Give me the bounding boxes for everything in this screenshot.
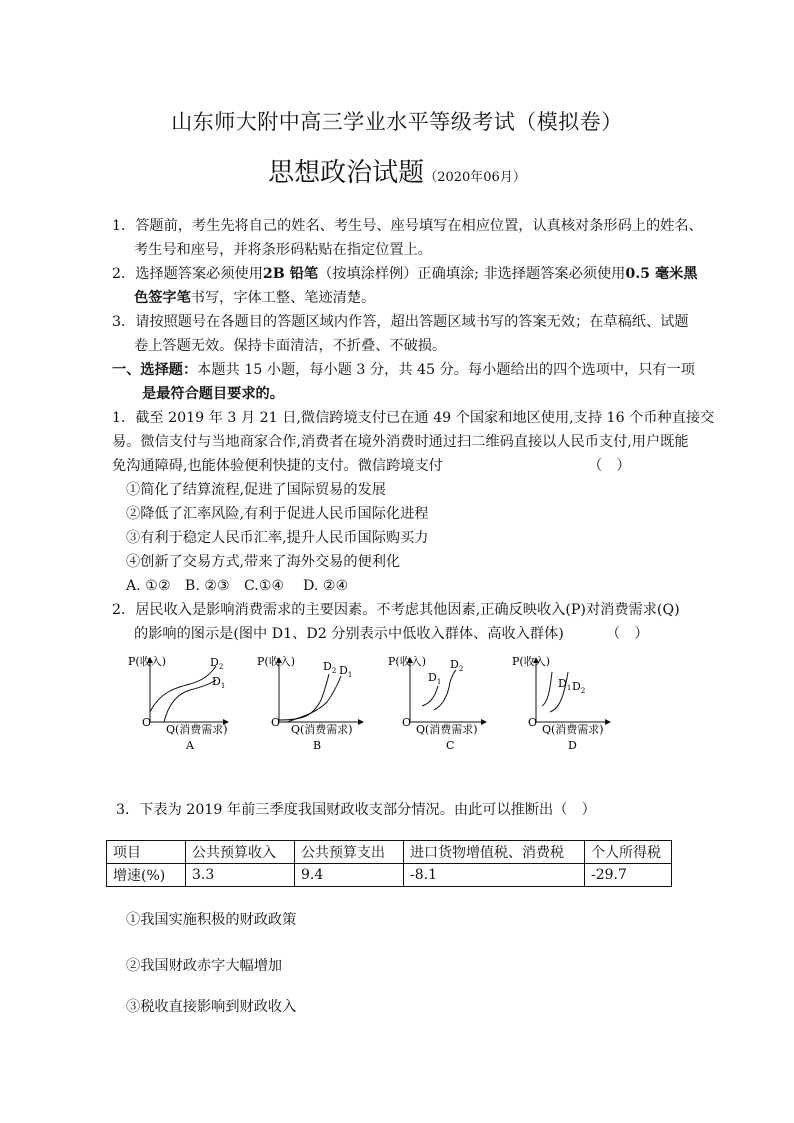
- graph-caption: B: [313, 739, 322, 752]
- table-row: [107, 864, 672, 887]
- q1-stem-line-3: 免沟通障碍,也能体验便利快捷的支付。微信跨境支付: [112, 458, 443, 474]
- q1-choices: A. ①② B. ②③ C.①④ D. ②④: [126, 578, 349, 594]
- graph-b: [257, 654, 363, 752]
- instruction-text: （按填涂样例）正确填涂; 非选择题答案必须使用: [318, 266, 626, 282]
- instruction-number: 3．: [112, 314, 136, 330]
- table-cell: -29.7: [585, 864, 672, 887]
- table-header-row: [107, 841, 672, 864]
- instruction-number: 2．: [112, 266, 136, 282]
- d1-label: $D_1$: [212, 675, 226, 690]
- section-heading: [112, 358, 695, 382]
- instruction-text: 答题前，考生先将自己的姓名、考生号、座号填写在相应位置，认真核对条形码上的姓名、: [135, 218, 703, 234]
- q1-stem-line-1: 1．截至 2019 年 3 月 21 日,微信跨境支付已在通 49 个国家和地区使用,支持 16 个币种直接交: [112, 410, 715, 426]
- x-axis-label: Q(消费需求): [291, 723, 353, 736]
- instruction-text: 书写，字体工整、笔迹清楚。: [190, 290, 376, 306]
- instruction-2-cont: [134, 286, 375, 310]
- y-axis-label: P(收入): [257, 655, 295, 668]
- q1-option-2: ②降低了汇率风险,有利于促进人民币国际化进程: [126, 506, 429, 522]
- table-header-cell: 个人所得税: [585, 841, 672, 864]
- d2-label: $D_2$: [210, 656, 224, 671]
- table-cell: 9.4: [295, 864, 404, 887]
- origin-label: O: [402, 716, 412, 729]
- y-axis-label: P(收入): [388, 655, 426, 668]
- d1-label: $D_1$: [428, 671, 442, 686]
- curve-d1: [422, 686, 438, 706]
- origin-label: O: [528, 716, 538, 729]
- section-heading-cont: 是最符合题目要求的。: [142, 386, 284, 402]
- emphasis-text: 0.5 毫米黑: [625, 266, 698, 282]
- instruction-1: [112, 214, 703, 238]
- curve-d2: [150, 666, 216, 712]
- q1-option-3: ③有利于稳定人民币汇率,提升人民币国际购买力: [126, 530, 429, 546]
- instruction-text: 选择题答案必须使用: [135, 266, 263, 282]
- d2-label: $D_2$: [323, 660, 337, 675]
- exam-title: 山东师大附中高三学业水平等级考试（模拟卷）: [171, 110, 623, 134]
- x-axis-label: Q(消费需求): [166, 723, 228, 736]
- subject-title: 思想政治试题: [268, 158, 425, 188]
- table-cell: -8.1: [404, 864, 585, 887]
- q3-stem: 3．下表为 2019 年前三季度我国财政收支部分情况。由此可以推断出（ ）: [116, 802, 596, 818]
- x-axis-label: Q(消费需求): [416, 723, 478, 736]
- instruction-text: 请按照题号在各题目的答题区域内作答，超出答题区域书写的答案无效；在草稿纸、试题: [135, 314, 689, 330]
- table-cell: 3.3: [186, 864, 295, 887]
- table-header-cell: 进口货物增值税、消费税: [404, 841, 585, 864]
- exam-subtitle: [0, 152, 794, 189]
- d1-label: $D_1$: [339, 664, 353, 679]
- graph-caption: C: [446, 739, 455, 752]
- q3-option-3: ③税收直接影响到财政收入: [126, 999, 297, 1015]
- graph-a: [128, 654, 228, 752]
- section-label: 一、选择题：: [112, 362, 198, 378]
- fiscal-table: [106, 840, 672, 887]
- q2-stem-line-1: 2．居民收入是影响消费需求的主要因素。不考虑其他因素,正确反映收入(P)对消费需求(Q): [112, 602, 680, 618]
- origin-label: O: [271, 716, 281, 729]
- q1-option-4: ④创新了交易方式,带来了海外交易的便利化: [126, 554, 401, 570]
- curve-d2: [434, 670, 456, 710]
- q1-option-1: ①简化了结算流程,促进了国际贸易的发展: [126, 482, 386, 498]
- origin-label: O: [142, 716, 152, 729]
- graph-caption: A: [186, 739, 194, 752]
- instruction-3: [112, 310, 689, 334]
- curve-d1: [542, 672, 552, 706]
- q3-option-1: ①我国实施积极的财政政策: [126, 912, 297, 928]
- curve-d1: [164, 680, 216, 722]
- q2-graphs: [120, 650, 620, 760]
- d1-label: $D_1$: [558, 677, 572, 692]
- table-cell: 增速(%): [107, 864, 186, 887]
- y-axis-label: P(收入): [512, 655, 550, 668]
- q2-stem-line-2: 的影响的图示是(图中 D1、D2 分别表示中低收入群体、高收入群体): [134, 626, 564, 642]
- graph-caption: D: [568, 739, 577, 752]
- curve-d2: [279, 674, 329, 720]
- instruction-3-cont: 卷上答题无效。保持卡面清洁，不折叠、不破损。: [134, 338, 447, 354]
- x-axis-label: Q(消费需求): [542, 723, 604, 736]
- section-text: 本题共 15 小题，每小题 3 分，共 45 分。每小题给出的四个选项中，只有一项: [197, 362, 695, 378]
- emphasis-text: 色签字笔: [134, 290, 191, 306]
- y-axis-label: P(收入): [128, 655, 166, 668]
- d2-label: $D_2$: [572, 680, 586, 695]
- curve-d1: [287, 676, 341, 722]
- q1-stem-line-2: 易。微信支付与当地商家合作,消费者在境外消费时通过扫二维码直接以人民币支付,用户既能: [112, 434, 689, 450]
- q3-option-2: ②我国财政赤字大幅增加: [126, 958, 283, 974]
- graph-d: [512, 654, 610, 752]
- q2-answer-bracket: （ ）: [606, 626, 649, 642]
- q1-answer-bracket: （ ）: [588, 458, 631, 474]
- emphasis-text: 2B 铅笔: [262, 266, 319, 282]
- instruction-number: 1．: [112, 218, 136, 234]
- table-header-cell: 公共预算支出: [295, 841, 404, 864]
- instruction-2: [112, 262, 698, 286]
- table-header-cell: 项目: [107, 841, 186, 864]
- table-header-cell: 公共预算收入: [186, 841, 295, 864]
- graph-c: [388, 654, 486, 752]
- d2-label: $D_2$: [450, 658, 464, 673]
- instruction-1-cont: 考生号和座号，并将条形码粘贴在指定位置上。: [134, 242, 432, 258]
- exam-date: （2020年06月）: [424, 170, 526, 185]
